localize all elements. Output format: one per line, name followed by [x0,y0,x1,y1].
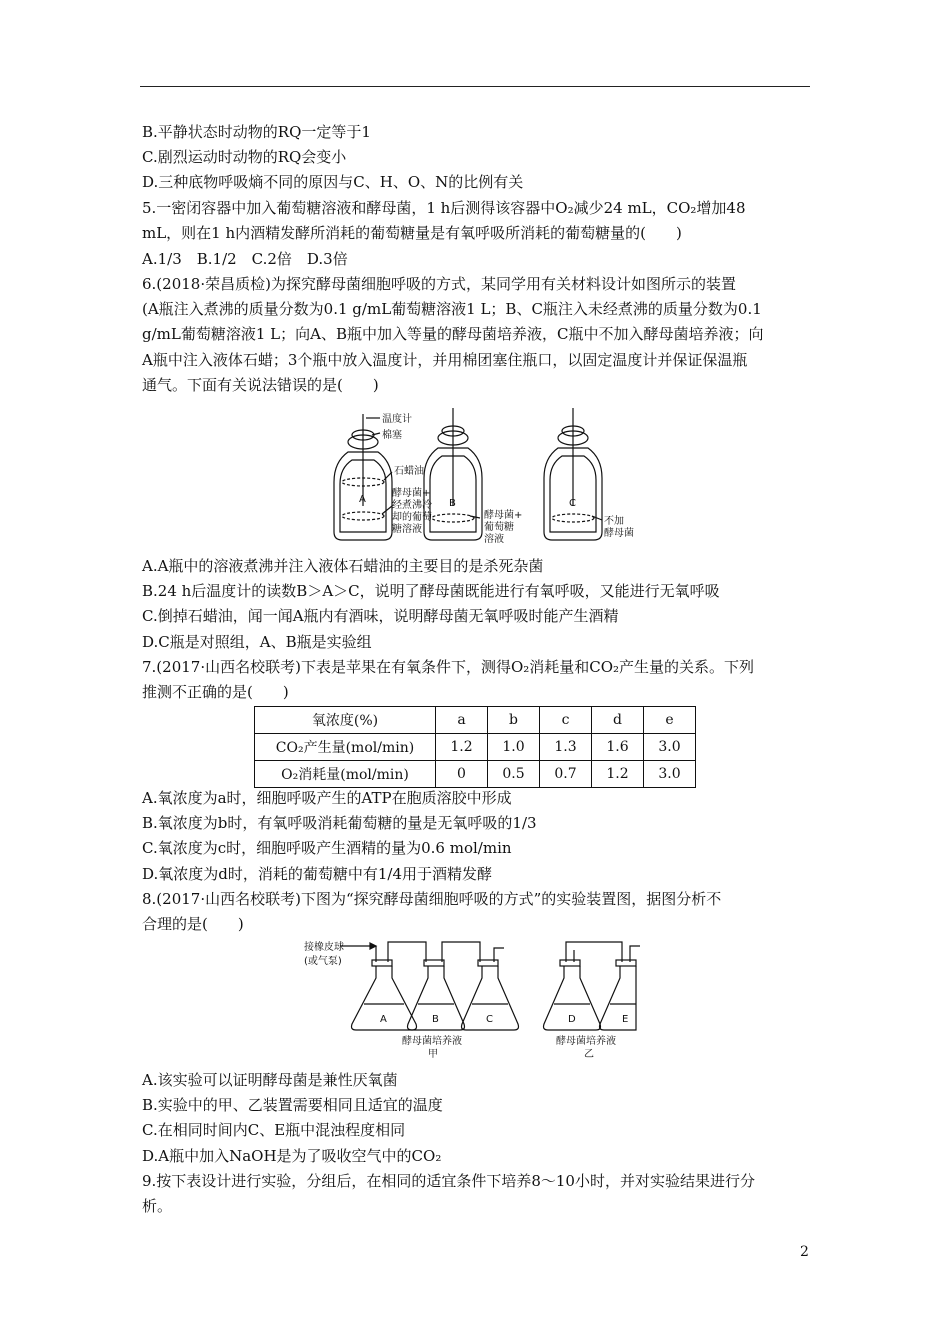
table-header-row [255,707,696,734]
q7-option-d: D.氧浓度为d时，消耗的葡萄糖中有1/4用于酒精发酵 [142,865,493,883]
bottle-c-letter: C [569,498,576,509]
q5-stem-line-2: mL，则在1 h内酒精发酵所消耗的葡萄糖量是有氧呼吸所消耗的葡萄糖量的( ) [142,224,682,242]
jia-label: 甲 [428,1049,438,1060]
flask-d-letter: D [568,1014,576,1025]
header-rule [140,86,810,87]
table-row [255,761,696,788]
table-cell: 1.2 [592,761,644,788]
q4-option-c: C.剧烈运动时动物的RQ会变小 [142,148,347,166]
q8-option-d: D.A瓶中加入NaOH是为了吸收空气中的CO₂ [142,1147,442,1165]
bottle-c-content-line-1: 不加 [604,516,624,527]
q7-stem-line-1: 7.(2017·山西名校联考)下表是苹果在有氧条件下，测得O₂消耗量和CO₂产生量的关系。下列 [142,658,755,676]
table-cell: 1.2 [436,734,488,761]
table-cell: 0.7 [540,761,592,788]
bottle-a-letter: A [359,494,366,505]
pump-label-line-1: 接橡皮球 [304,942,344,953]
q5-stem-line-1: 5.一密闭容器中加入葡萄糖溶液和酵母菌，1 h后测得该容器中O₂减少24 mL，CO₂增加48 [142,199,746,217]
bottle-a-content-line-4: 糖溶液 [392,524,422,535]
yi-culture-label: 酵母菌培养液 [556,1036,616,1047]
flask-apparatus-figure [304,938,644,1060]
q4-option-b: B.平静状态时动物的RQ一定等于1 [142,123,371,141]
yi-label: 乙 [584,1049,594,1060]
table-cell: 1.3 [540,734,592,761]
q6-option-b: B.24 h后温度计的读数B＞A＞C，说明了酵母菌既能进行有氧呼吸，又能进行无氧呼吸 [142,582,720,600]
table-cell: 3.0 [644,761,696,788]
bottle-b-content-line-1: 酵母菌+ [484,510,523,521]
q9-stem-line-2: 析。 [142,1197,173,1215]
q6-stem-line-1: 6.(2018·荣昌质检)为探究酵母菌细胞呼吸的方式，某同学用有关材料设计如图所示的装置 [142,275,736,293]
jia-culture-label: 酵母菌培养液 [402,1036,462,1047]
q6-option-a: A.A瓶中的溶液煮沸并注入液体石蜡油的主要目的是杀死杂菌 [142,557,544,575]
thermos-bottles-figure [320,402,640,548]
flask-a-letter: A [380,1014,387,1025]
table-header-cell: c [540,707,592,734]
table-cell: CO₂产生量(mol/min) [255,734,436,761]
q9-stem-line-1: 9.按下表设计进行实验，分组后，在相同的适宜条件下培养8～10小时，并对实验结果进行分 [142,1172,755,1190]
bottle-c-content-line-2: 酵母菌 [604,528,634,539]
q8-stem-line-2: 合理的是( ) [142,915,244,933]
bottle-a-content-line-1: 酵母菌+ [392,488,431,499]
flask-c-letter: C [486,1014,493,1025]
table-cell: 1.0 [488,734,540,761]
q8-option-a: A.该实验可以证明酵母菌是兼性厌氧菌 [142,1071,398,1089]
q8-option-b: B.实验中的甲、乙装置需要相同且适宜的温度 [142,1096,443,1114]
table-row [255,734,696,761]
bottle-b-content-line-3: 溶液 [484,534,504,545]
q6-stem-line-3: g/mL葡萄糖溶液1 L；向A、B瓶中加入等量的酵母菌培养液，C瓶中不加入酵母菌培养液；向 [142,325,764,343]
q6-stem-line-4: A瓶中注入液体石蜡；3个瓶中放入温度计，并用棉团塞住瓶口，以固定温度计并保证保温瓶 [142,351,748,369]
thermometer-label: 温度计 [382,414,412,425]
bottle-a-content-line-2: 经煮沸冷 [392,500,432,511]
table-header-cell: a [436,707,488,734]
page-number: 2 [800,1244,809,1260]
table-header-cell: 氧浓度(%) [255,707,436,734]
table-cell: 0.5 [488,761,540,788]
q6-option-d: D.C瓶是对照组，A、B瓶是实验组 [142,633,372,651]
table-cell: 0 [436,761,488,788]
q7-stem-line-2: 推测不正确的是( ) [142,683,289,701]
q4-option-d: D.三种底物呼吸熵不同的原因与C、H、O、N的比例有关 [142,173,524,191]
bottle-a-content-line-3: 却的葡萄 [392,512,432,523]
q8-stem-line-1: 8.(2017·山西名校联考)下图为“探究酵母菌细胞呼吸的方式”的实验装置图，据图分析不 [142,890,722,908]
table-header-cell: e [644,707,696,734]
q6-stem-line-2: (A瓶注入煮沸的质量分数为0.1 g/mL葡萄糖溶液1 L；B、C瓶注入未经煮沸的质量分数为0.1 [142,300,762,318]
cotton-plug-label: 棉塞 [382,430,402,441]
q6-stem-line-5: 通气。下面有关说法错误的是( ) [142,376,379,394]
bottle-b-letter: B [449,498,456,509]
table-header-cell: d [592,707,644,734]
table-cell: 3.0 [644,734,696,761]
q5-options: A.1/3 B.1/2 C.2倍 D.3倍 [142,250,348,268]
q7-option-c: C.氧浓度为c时，细胞呼吸产生酒精的量为0.6 mol/min [142,839,512,857]
pump-label-line-2: (或气泵) [304,956,342,967]
oxygen-co2-table [254,706,696,788]
q7-option-a: A.氧浓度为a时，细胞呼吸产生的ATP在胞质溶胶中形成 [142,789,512,807]
paraffin-label: 石蜡油 [394,466,424,477]
q7-option-b: B.氧浓度为b时，有氧呼吸消耗葡萄糖的量是无氧呼吸的1/3 [142,814,537,832]
table-cell: 1.6 [592,734,644,761]
table-header-cell: b [488,707,540,734]
table-cell: O₂消耗量(mol/min) [255,761,436,788]
bottle-b-content-line-2: 葡萄糖 [484,522,514,533]
flask-b-letter: B [432,1014,439,1025]
q8-option-c: C.在相同时间内C、E瓶中混浊程度相同 [142,1121,406,1139]
q6-option-c: C.倒掉石蜡油，闻一闻A瓶内有酒味，说明酵母菌无氧呼吸时能产生酒精 [142,607,619,625]
flask-e-letter: E [622,1014,629,1025]
